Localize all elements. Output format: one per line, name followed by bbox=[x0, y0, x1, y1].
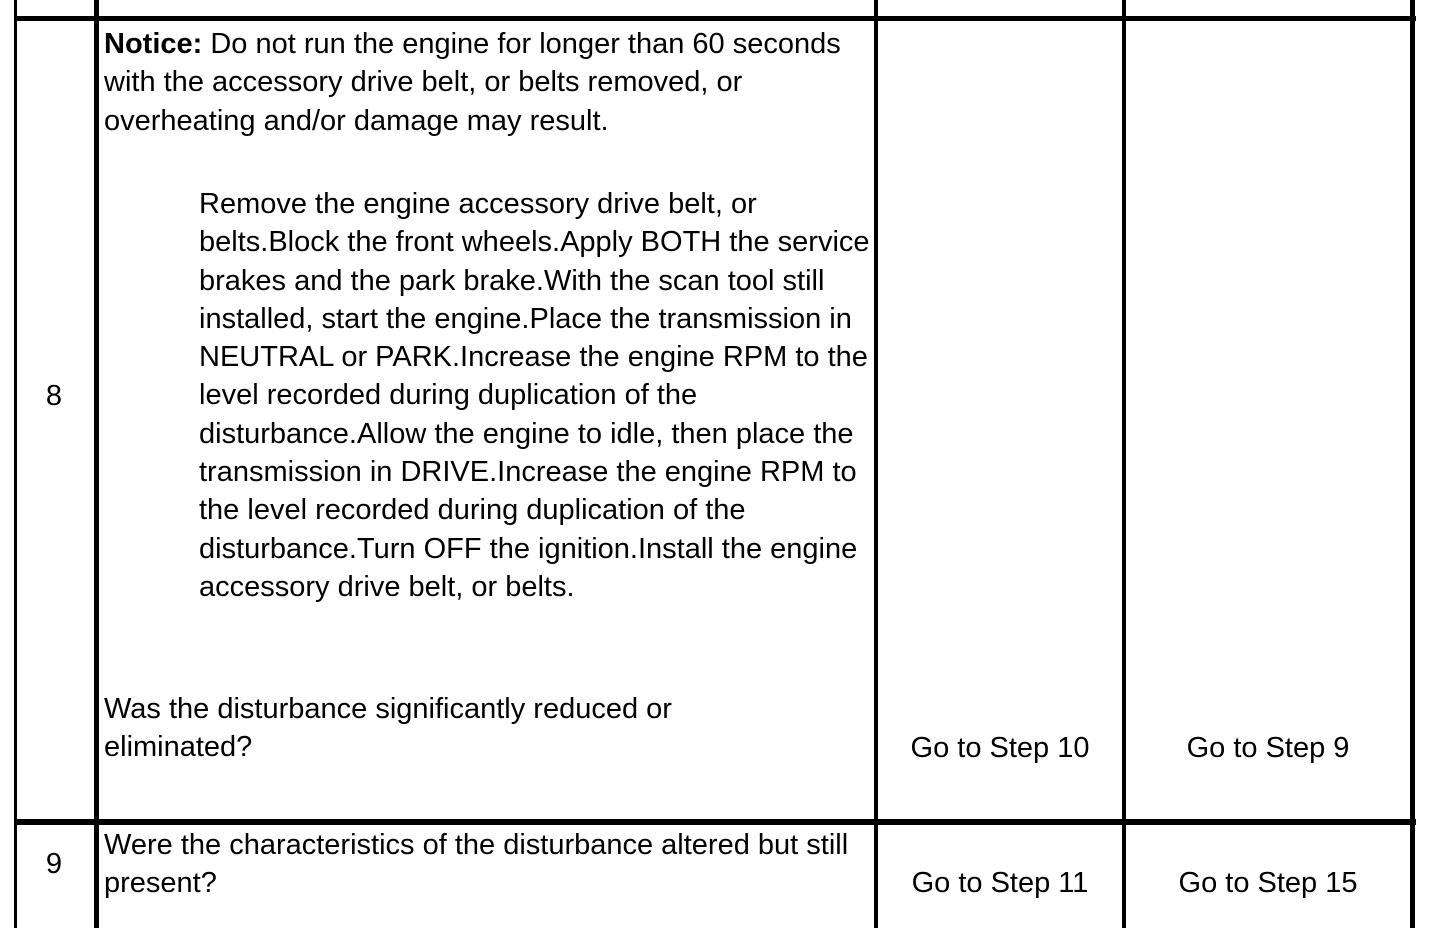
step-number: 9 bbox=[45, 848, 63, 880]
yes-action: Go to Step 10 bbox=[910, 732, 1090, 764]
step-number: 8 bbox=[45, 380, 63, 412]
table-divider-yes bbox=[1122, 0, 1126, 928]
notice-label: Notice: bbox=[104, 28, 203, 60]
notice-paragraph bbox=[104, 25, 874, 140]
step-question: Was the disturbance significantly reduced or eliminated? bbox=[104, 693, 672, 764]
table-border-left bbox=[14, 0, 17, 928]
notice-text: Do not run the engine for longer than 60 seconds with the accessory drive belt, or belts removed, or overheating and/or damage may result. bbox=[104, 28, 841, 137]
step-question: Were the characteristics of the disturbance altered but still present? bbox=[104, 829, 849, 900]
no-action: Go to Step 9 bbox=[1186, 732, 1350, 764]
no-action: Go to Step 15 bbox=[1178, 867, 1358, 899]
table-border-right bbox=[1410, 0, 1415, 928]
row-border-top bbox=[14, 16, 1416, 21]
table-divider-action bbox=[874, 0, 878, 928]
table-divider-step bbox=[94, 0, 99, 928]
yes-action: Go to Step 11 bbox=[911, 867, 1089, 899]
procedure-paragraph: Remove the engine accessory drive belt, or belts.Block the front wheels.Apply BOTH the service brakes and the park brake.With the scan tool still installed, start the engine.Place the transmission in NEUTRAL or PARK.Increase the engine RPM to the level recorded during duplication of the disturbance.Allow the engine to idle, then place the transmission in DRIVE.Increase the engine RPM to the level recorded during duplication of the disturbance.Turn OFF the ignition.Install the engine accessory drive belt, or belts. bbox=[199, 188, 870, 603]
row-border-middle bbox=[14, 819, 1416, 825]
